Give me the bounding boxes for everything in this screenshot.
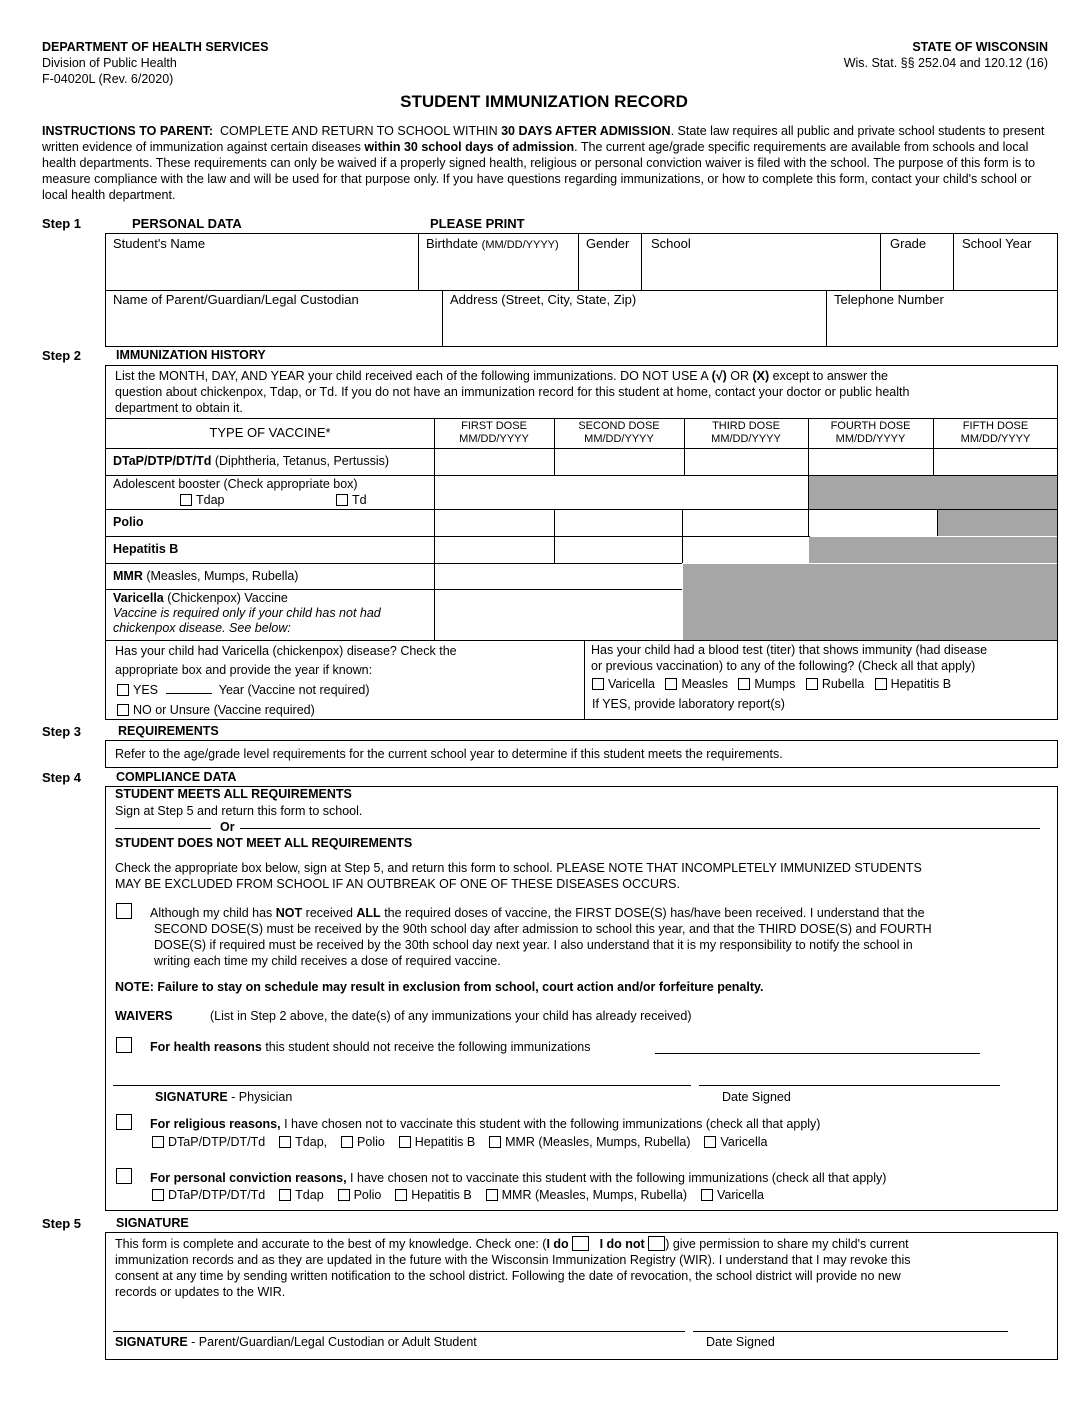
meets-heading: STUDENT MEETS ALL REQUIREMENTS: [115, 787, 352, 801]
shaded-cell-hepb: [809, 537, 1057, 563]
check-line-2: MAY BE EXCLUDED FROM SCHOOL IF AN OUTBREAK OF ONE OF THESE DISEASES OCCURS.: [115, 877, 680, 891]
titer-options: [592, 677, 951, 691]
rel-mmr-option[interactable]: [489, 1135, 690, 1149]
rel-hepb-label: Hepatitis B: [414, 1135, 476, 1149]
polio-row-label: Polio: [113, 515, 144, 529]
consent-l3: consent at any time by sending written notification to the school district. Following the date of revocation, the school district will provide no new: [115, 1269, 901, 1283]
form-number: F-04020L (Rev. 6/2020): [42, 72, 174, 86]
rel-hepb-option[interactable]: [399, 1135, 475, 1149]
pers-dtap-checkbox[interactable]: [152, 1189, 164, 1201]
td-label: Td: [352, 493, 367, 507]
parent-signature-line[interactable]: [113, 1331, 685, 1332]
q2-line-1: Has your child had a blood test (titer) that shows immunity (had disease: [591, 643, 988, 657]
fourth-dose-label: FOURTH DOSE: [830, 420, 911, 432]
religious-waiver-box[interactable]: [116, 1114, 132, 1130]
consent-l4: records or updates to the WIR.: [115, 1285, 286, 1299]
compliance-heading: COMPLIANCE DATA: [116, 770, 237, 784]
division-name: Division of Public Health: [42, 56, 177, 70]
history-instr-3: question about chickenpox, Tdap, or Td. If you do not have an immunization record for this student at home, contact your doctor or public health: [115, 385, 910, 399]
rel-varicella-option[interactable]: [704, 1135, 767, 1149]
history-instr-or: OR: [730, 369, 749, 383]
or-label: Or: [220, 820, 235, 834]
instructions-t3: . The current age/grade specific requirements are available from schools and local health departments. These requirements can only be waived if a properly signed health, religious or personal conviction waiver is filed with the school. The purpose of this form is to measure compliance with the law and will be used for that purpose only. If you have questions regarding immunizations, or how to complete this form, contact your child's school or local health department.: [42, 140, 1036, 202]
dtap-dose-5-input[interactable]: [934, 449, 1057, 475]
partial-4: writing each time my child receives a dose of required vaccine.: [154, 954, 501, 968]
parent-date-label: Date Signed: [706, 1335, 775, 1349]
titer-hepb-label: Hepatitis B: [890, 677, 952, 691]
physician-date-line[interactable]: [699, 1085, 1000, 1086]
rel-tdap-label: Tdap,: [295, 1135, 328, 1149]
first-dose-label: FIRST DOSE: [461, 420, 527, 432]
hepb-row-label: Hepatitis B: [113, 542, 179, 556]
partial-compliance-box[interactable]: [116, 903, 132, 919]
requirements-text: Refer to the age/grade level requirements for the current school year to determine if this student meets the requirements.: [115, 747, 783, 761]
titer-rubella-checkbox[interactable]: [806, 678, 818, 690]
signature-heading: SIGNATURE: [116, 1216, 189, 1230]
pers-rest: I have chosen not to vaccinate this student with the following immunizations (check all that apply): [346, 1171, 887, 1185]
step-4-label: Step 4: [42, 770, 82, 785]
or-line-left: [115, 828, 211, 829]
grade-field[interactable]: Grade: [890, 236, 927, 251]
varicella-note-2: chickenpox disease. See below:: [113, 621, 291, 635]
or-line-right: [240, 828, 1040, 829]
step-1-label: Step 1: [42, 216, 82, 231]
varicella-disease-question: [115, 642, 580, 680]
pers-varicella-checkbox[interactable]: [701, 1189, 713, 1201]
varicella-desc: (Chickenpox) Vaccine: [163, 591, 288, 605]
q1-line-2: appropriate box and provide the year if known:: [115, 663, 373, 677]
check-instructions: [115, 860, 1050, 892]
personal-waiver-box[interactable]: [116, 1168, 132, 1184]
varicella-no-option[interactable]: [117, 703, 315, 717]
lab-report-note: If YES, provide laboratory report(s): [592, 697, 785, 711]
pers-hepb-checkbox[interactable]: [395, 1189, 407, 1201]
history-instr-x: (X): [752, 369, 770, 383]
mmr-desc: (Measles, Mumps, Rubella): [142, 569, 299, 583]
sig-phys-rest: - Physician: [227, 1090, 293, 1104]
physician-signature-line[interactable]: [113, 1085, 691, 1086]
tdap-label: Tdap: [196, 493, 225, 507]
step-5-label: Step 5: [42, 1216, 82, 1231]
shaded-cell-booster: [809, 476, 1057, 509]
waivers-heading: WAIVERS: [115, 1009, 173, 1023]
titer-mumps-option[interactable]: [738, 677, 795, 691]
personal-options: [152, 1188, 764, 1202]
history-instr-4: department to obtain it.: [115, 401, 243, 415]
type-of-vaccine-header: TYPE OF VACCINE*: [209, 425, 331, 440]
varicella-row-label: [113, 591, 381, 636]
pers-polio-option[interactable]: [338, 1188, 382, 1202]
pers-varicella-option[interactable]: [701, 1188, 764, 1202]
consent-l1b: ) give permission to share my child's current: [665, 1237, 909, 1251]
pers-tdap-checkbox[interactable]: [279, 1189, 291, 1201]
i-do-not-label: I do not: [599, 1237, 645, 1251]
fifth-dose-label: FIFTH DOSE: [962, 420, 1029, 432]
mmr-row-label: [113, 569, 298, 583]
consent-text: [115, 1236, 1050, 1300]
health-waiver-checkbox[interactable]: [116, 1037, 132, 1058]
dtap-dose-4-input[interactable]: [809, 449, 933, 475]
health-waiver-text: [150, 1040, 591, 1054]
tdap-checkbox-box[interactable]: [180, 494, 192, 506]
fifth-dose-format: MM/DD/YYYY: [960, 433, 1031, 445]
religious-waiver-text: [150, 1117, 820, 1131]
sig-parent-bold: SIGNATURE: [115, 1335, 188, 1349]
varicella-name: Varicella: [113, 591, 164, 605]
rel-dtap-label: DTaP/DTP/DT/Td: [168, 1135, 266, 1149]
second-dose-format: MM/DD/YYYY: [584, 433, 654, 445]
partial-a: Although my child has: [150, 906, 273, 920]
year-label: Year (Vaccine not required): [218, 683, 370, 697]
history-instructions: [115, 368, 1045, 416]
requirements-heading: REQUIREMENTS: [118, 724, 219, 738]
dtap-dose-2-input[interactable]: [555, 449, 684, 475]
pers-hepb-option[interactable]: [395, 1188, 471, 1202]
rel-varicella-label: Varicella: [720, 1135, 768, 1149]
no-label: NO or Unsure (Vaccine required): [133, 703, 315, 717]
physician-signature-label: [155, 1090, 292, 1104]
pers-polio-checkbox[interactable]: [338, 1189, 350, 1201]
pers-hepb-label: Hepatitis B: [411, 1188, 472, 1202]
step-3-label: Step 3: [42, 724, 82, 739]
history-instr-2: except to answer the: [772, 369, 888, 383]
partial-2: SECOND DOSE(S) must be received by the 90th school day after admission to school this year, and that the THIRD DOSE(S) and FOURTH: [154, 922, 932, 936]
titer-rubella-label: Rubella: [821, 677, 865, 691]
q1-line-1: Has your child had Varicella (chickenpox) disease? Check the: [115, 644, 457, 658]
second-dose-header: [554, 420, 684, 446]
rel-dtap-option[interactable]: [152, 1135, 265, 1149]
student-name-field[interactable]: Student's Name: [113, 236, 206, 251]
titer-rubella-option[interactable]: [806, 677, 864, 691]
titer-measles-checkbox[interactable]: [665, 678, 677, 690]
rel-polio-label: Polio: [357, 1135, 385, 1149]
religious-options: [152, 1135, 767, 1149]
statute: Wis. Stat. §§ 252.04 and 120.12 (16): [843, 56, 1048, 70]
titer-varicella-label: Varicella: [608, 677, 656, 691]
titer-measles-label: Measles: [681, 677, 728, 691]
first-dose-format: MM/DD/YYYY: [459, 433, 529, 445]
dtap-dose-1-input[interactable]: [435, 449, 554, 475]
rel-bold: For religious reasons,: [150, 1117, 281, 1131]
personal-waiver-text: [150, 1171, 886, 1185]
instructions-t1: COMPLETE AND RETURN TO SCHOOL WITHIN: [220, 124, 498, 138]
health-rest: this student should not receive the following immunizations: [261, 1040, 591, 1054]
pers-mmr-checkbox[interactable]: [486, 1189, 498, 1201]
partial-3: DOSE(S) if required must be received by the 30th school day next year. I also understand that it is my responsibility to notify the school in: [154, 938, 913, 952]
booster-row-label: Adolescent booster (Check appropriate box): [113, 477, 358, 491]
partial-b: received: [305, 906, 353, 920]
consent-l1a: This form is complete and accurate to the best of my knowledge. Check one: (: [115, 1237, 547, 1251]
schedule-note: NOTE: Failure to stay on schedule may result in exclusion from school, court action and/or forfeiture penalty.: [115, 980, 764, 994]
second-dose-label: SECOND DOSE: [578, 420, 660, 432]
waivers-note: (List in Step 2 above, the date(s) of any immunizations your child has already received): [210, 1009, 692, 1023]
varicella-yes-option[interactable]: [117, 683, 370, 697]
titer-varicella-checkbox[interactable]: [592, 678, 604, 690]
rel-dtap-checkbox[interactable]: [152, 1136, 164, 1148]
q2-line-2: or previous vaccination) to any of the following? (Check all that apply): [591, 659, 976, 673]
first-dose-header: [434, 420, 554, 446]
tdap-checkbox[interactable]: [180, 493, 225, 507]
year-line[interactable]: [166, 693, 212, 694]
instructions-lead: INSTRUCTIONS TO PARENT:: [42, 124, 214, 138]
consent-l2: immunization records and as they are updated in the future with the Wisconsin Immunization Registry (WIR). I understand that I may revoke this: [115, 1253, 911, 1267]
step-2-label: Step 2: [42, 348, 82, 363]
personal-waiver-checkbox[interactable]: [116, 1168, 132, 1189]
titer-question: [591, 642, 1056, 674]
partial-all: ALL: [356, 906, 381, 920]
check-line-1: Check the appropriate box below, sign at Step 5, and return this form to school. PLEASE NOTE THAT INCOMPLETELY IMMUNIZED STUDENTS: [115, 861, 922, 875]
dtap-name: DTaP/DTP/DT/Td: [113, 454, 212, 468]
birthdate-label: Birthdate: [426, 236, 479, 251]
rel-tdap-option[interactable]: [279, 1135, 327, 1149]
health-bold: For health reasons: [150, 1040, 262, 1054]
dtap-row-label: [113, 454, 389, 468]
dtap-dose-3-input[interactable]: [685, 449, 808, 475]
rel-varicella-checkbox[interactable]: [704, 1136, 716, 1148]
partial-compliance-checkbox[interactable]: [116, 903, 132, 924]
titer-measles-option[interactable]: [665, 677, 728, 691]
health-immunizations-line[interactable]: [655, 1053, 980, 1054]
booster-date-input[interactable]: [435, 476, 808, 509]
dtap-desc: (Diphtheria, Tetanus, Pertussis): [211, 454, 390, 468]
please-print: PLEASE PRINT: [430, 216, 525, 231]
history-instr-check: (√): [711, 369, 727, 383]
rel-polio-checkbox[interactable]: [341, 1136, 353, 1148]
i-do-checkbox[interactable]: [572, 1236, 589, 1251]
physician-date-label: Date Signed: [722, 1090, 791, 1104]
pers-mmr-label: MMR (Measles, Mumps, Rubella): [501, 1188, 688, 1202]
varicella-note-1: Vaccine is required only if your child has not had: [113, 606, 381, 620]
pers-tdap-label: Tdap: [295, 1188, 324, 1202]
gender-field[interactable]: Gender: [586, 236, 630, 251]
pers-mmr-option[interactable]: [486, 1188, 687, 1202]
dept-name: DEPARTMENT OF HEALTH SERVICES: [42, 40, 269, 54]
sig-parent-rest: - Parent/Guardian/Legal Custodian or Adult Student: [187, 1335, 477, 1349]
school-field[interactable]: School: [651, 236, 691, 251]
fourth-dose-format: MM/DD/YYYY: [835, 433, 906, 445]
rel-mmr-label: MMR (Measles, Mumps, Rubella): [505, 1135, 691, 1149]
rel-tdap-checkbox[interactable]: [279, 1136, 291, 1148]
yes-label: YES: [133, 683, 159, 697]
titer-varicella-option[interactable]: [592, 677, 655, 691]
partial-not: NOT: [275, 906, 303, 920]
instructions-t2: . State law requires all public and private school students to present written evidence of immunization against certain diseases: [42, 124, 1045, 154]
history-heading: IMMUNIZATION HISTORY: [116, 348, 266, 362]
school-year-field[interactable]: School Year: [962, 236, 1032, 251]
parent-name-field[interactable]: Name of Parent/Guardian/Legal Custodian: [113, 292, 359, 307]
page-title: STUDENT IMMUNIZATION RECORD: [400, 92, 688, 111]
state-name: STATE OF WISCONSIN: [912, 40, 1048, 54]
birthdate-field[interactable]: [426, 236, 559, 251]
shaded-cell-mmr-varicella: [683, 564, 1057, 640]
partial-compliance-text: [150, 905, 1050, 969]
i-do-not-checkbox[interactable]: [648, 1236, 665, 1251]
instructions-t2b: within 30 school days of admission: [364, 140, 575, 154]
rel-rest: I have chosen not to vaccinate this student with the following immunizations (check all that apply): [280, 1117, 821, 1131]
instructions: [42, 123, 1052, 203]
health-waiver-box[interactable]: [116, 1037, 132, 1053]
not-meets-heading: STUDENT DOES NOT MEET ALL REQUIREMENTS: [115, 836, 413, 850]
titer-hepb-checkbox[interactable]: [875, 678, 887, 690]
shaded-cell-polio: [938, 510, 1057, 536]
instructions-t1b: 30 DAYS AFTER ADMISSION: [501, 124, 671, 138]
meets-note: Sign at Step 5 and return this form to school.: [115, 804, 363, 818]
fifth-dose-header: [933, 420, 1058, 446]
pers-varicella-label: Varicella: [717, 1188, 765, 1202]
third-dose-label: THIRD DOSE: [712, 420, 780, 432]
titer-mumps-label: Mumps: [754, 677, 796, 691]
rel-polio-option[interactable]: [341, 1135, 385, 1149]
religious-waiver-checkbox[interactable]: [116, 1114, 132, 1135]
varicella-yes-checkbox[interactable]: [117, 684, 129, 696]
rel-mmr-checkbox[interactable]: [489, 1136, 501, 1148]
history-instr-1: List the MONTH, DAY, AND YEAR your child received each of the following immunizations. DO NOT USE A: [115, 369, 709, 383]
varicella-no-checkbox[interactable]: [117, 704, 129, 716]
third-dose-header: [684, 420, 808, 446]
sig-phys-bold: SIGNATURE: [155, 1090, 228, 1104]
fourth-dose-header: [808, 420, 933, 446]
td-checkbox-box[interactable]: [336, 494, 348, 506]
address-field[interactable]: Address (Street, City, State, Zip): [450, 292, 637, 307]
parent-date-line[interactable]: [693, 1331, 1008, 1332]
td-checkbox[interactable]: [336, 493, 367, 507]
parent-signature-label: [115, 1335, 477, 1349]
third-dose-format: MM/DD/YYYY: [711, 433, 781, 445]
i-do-label: I do: [546, 1237, 569, 1251]
birthdate-format: (MM/DD/YYYY): [481, 239, 559, 251]
mmr-name: MMR: [113, 569, 143, 583]
pers-dtap-option[interactable]: [152, 1188, 265, 1202]
rel-hepb-checkbox[interactable]: [399, 1136, 411, 1148]
partial-c: the required doses of vaccine, the FIRST DOSE(S) has/have been received. I understand that the: [384, 906, 925, 920]
pers-dtap-label: DTaP/DTP/DT/Td: [168, 1188, 266, 1202]
pers-bold: For personal conviction reasons,: [150, 1171, 347, 1185]
titer-hepb-option[interactable]: [875, 677, 951, 691]
pers-tdap-option[interactable]: [279, 1188, 324, 1202]
personal-heading: PERSONAL DATA: [132, 216, 242, 231]
pers-polio-label: Polio: [353, 1188, 382, 1202]
titer-mumps-checkbox[interactable]: [738, 678, 750, 690]
telephone-field[interactable]: Telephone Number: [834, 292, 944, 307]
